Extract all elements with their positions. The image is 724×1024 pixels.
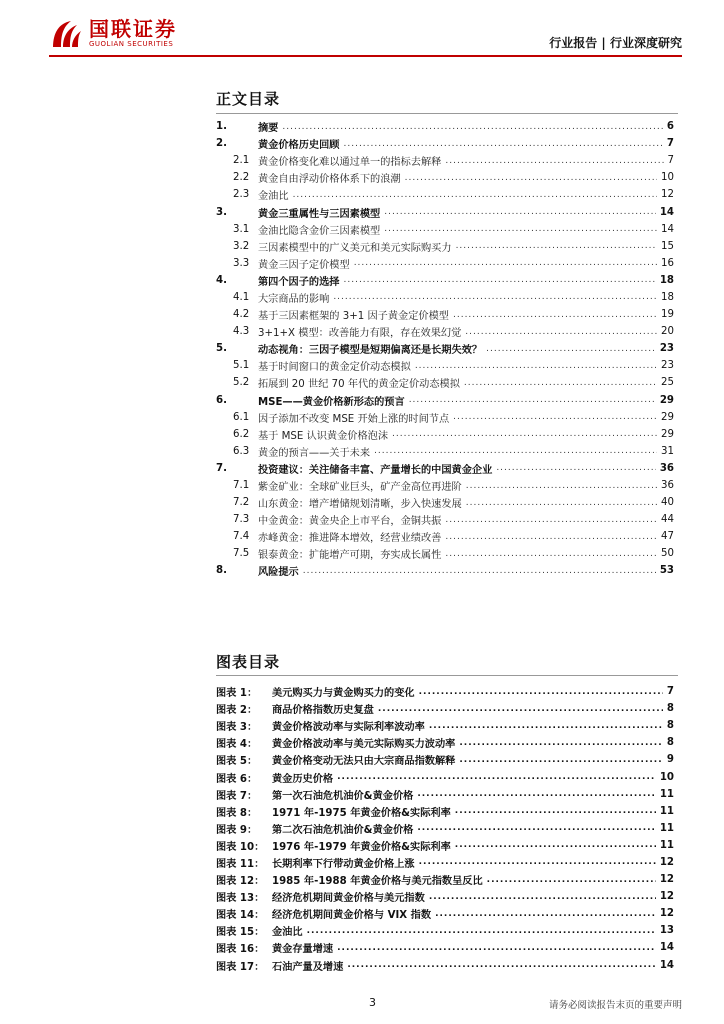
figure-entry-label: 图表 3：	[216, 722, 258, 734]
figure-entry-page: 12	[659, 874, 674, 886]
toc-entry-number: 6.3	[233, 445, 250, 457]
toc-entry-page: 18	[659, 274, 674, 286]
figure-entry-title: 美元购买力与黄金购买力的变化	[272, 688, 415, 700]
toc-entry-page: 20	[661, 326, 674, 338]
dot-leader	[347, 960, 656, 970]
figure-entry-page: 12	[659, 856, 674, 868]
dot-leader	[384, 207, 656, 217]
dot-leader	[405, 173, 657, 183]
toc-entry-title: 基于 MSE 认识黄金价格泡沫	[258, 430, 389, 442]
company-logo	[49, 18, 177, 49]
dot-leader	[459, 755, 663, 765]
toc-entry[interactable]	[216, 238, 674, 255]
toc-entry[interactable]	[216, 255, 674, 272]
toc-entry-number: 7.1	[233, 480, 250, 492]
toc-title-divider	[216, 113, 678, 114]
logo-chinese-name: 国联证券	[89, 17, 177, 41]
figure-entry-label: 图表 13：	[216, 893, 265, 905]
logo-english-name: GUOLIAN SECURITIES	[89, 40, 174, 48]
toc-entry-page: 23	[659, 343, 674, 355]
figure-entry-page: 11	[659, 788, 674, 800]
toc-entry-title: 第四个因子的选择	[258, 276, 340, 288]
toc-entry-page: 36	[659, 462, 674, 474]
toc-entry-number: 1.	[216, 121, 227, 133]
figure-entry[interactable]	[216, 871, 674, 888]
toc-entry-page: 15	[661, 240, 674, 252]
toc-entry-title: 三因素模型中的广义美元和美元实际购买力	[258, 242, 452, 254]
toc-entry[interactable]	[216, 443, 674, 460]
figure-entry[interactable]	[216, 683, 674, 700]
figure-entry[interactable]	[216, 939, 674, 956]
figure-entry[interactable]	[216, 803, 674, 820]
figure-entry-label: 图表 6：	[216, 773, 258, 785]
toc-entry-page: 47	[661, 531, 674, 543]
toc-entry-title: 紫金矿业：全球矿业巨头，矿产金高位再进阶	[258, 482, 462, 494]
dot-leader	[384, 224, 657, 234]
figure-entry-page: 8	[666, 737, 674, 749]
toc-entry-number: 7.3	[233, 514, 250, 526]
toc-entry-title: 黄金三因子定价模型	[258, 259, 350, 271]
toc-entry[interactable]	[216, 357, 674, 374]
toc-entry-number: 3.	[216, 206, 227, 218]
dot-leader	[445, 515, 657, 525]
toc-entry-number: 6.1	[233, 411, 250, 423]
dot-leader	[307, 926, 656, 936]
toc-title: 正文目录	[216, 90, 281, 108]
toc-entry[interactable]	[216, 545, 674, 562]
figure-entry-title: 1971 年-1975 年黄金价格&实际利率	[272, 807, 451, 819]
figure-entry-label: 图表 16：	[216, 944, 265, 956]
dot-leader	[409, 395, 656, 405]
dot-leader	[445, 156, 663, 166]
toc-entry-title: 3+1+X 模型：改善能力有限，存在效果幻觉	[258, 328, 462, 340]
dot-leader	[435, 909, 656, 919]
header-divider	[49, 55, 682, 57]
figure-entry[interactable]	[216, 751, 674, 768]
figure-entry-title: 经济危机期间黄金价格与美元指数	[272, 893, 425, 905]
figure-entry-page: 12	[659, 891, 674, 903]
toc-entry-title: 因子添加不改变 MSE 开始上涨的时间节点	[258, 413, 450, 425]
dot-leader	[378, 704, 663, 714]
toc-entry[interactable]	[216, 186, 674, 203]
toc-entry-number: 5.	[216, 343, 227, 355]
toc-entry-title: 投资建议：关注储备丰富、产量增长的中国黄金企业	[258, 464, 493, 476]
figure-entry-title: 1985 年-1988 年黄金价格与美元指数呈反比	[272, 876, 483, 888]
dot-leader	[303, 566, 656, 576]
figure-entry-title: 黄金价格波动率与实际利率波动率	[272, 722, 425, 734]
toc-entry-page: 50	[661, 548, 674, 560]
dot-leader	[459, 738, 663, 748]
dot-leader	[419, 687, 663, 697]
dot-leader	[445, 532, 657, 542]
toc-entry-number: 8.	[216, 565, 227, 577]
toc-entry-page: 19	[661, 309, 674, 321]
toc-entry[interactable]	[216, 135, 674, 152]
figure-entry-title: 金油比	[272, 927, 303, 939]
toc-entry-page: 14	[659, 206, 674, 218]
toc-entry-number: 3.2	[233, 240, 250, 252]
dot-leader	[455, 840, 656, 850]
figure-entry-title: 1976 年-1979 年黄金价格&实际利率	[272, 841, 451, 853]
figure-entry[interactable]	[216, 717, 674, 734]
dot-leader	[417, 823, 655, 833]
dot-leader	[464, 378, 657, 388]
figure-entry-title: 黄金存量增速	[272, 944, 334, 956]
dot-leader	[344, 139, 663, 149]
toc-entry-page: 29	[661, 411, 674, 423]
toc-entry-page: 7	[666, 138, 674, 150]
toc-entry-page: 36	[661, 480, 674, 492]
toc-entry-page: 29	[659, 394, 674, 406]
toc-entry[interactable]	[216, 340, 674, 357]
toc-entry-title: 拓展到 20 世纪 70 年代的黄金定价动态模拟	[258, 379, 460, 391]
toc-entry-number: 4.1	[233, 291, 250, 303]
page-number: 3	[369, 996, 376, 1009]
figure-entry-page: 10	[659, 771, 674, 783]
figure-entry-label: 图表 7：	[216, 790, 258, 802]
dot-leader	[453, 412, 657, 422]
toc-entry-title: MSE——黄金价格新形态的预言	[258, 396, 405, 408]
toc-entry-title: 摘要	[258, 123, 279, 135]
figure-entry-title: 第二次石油危机油价&黄金价格	[272, 824, 414, 836]
toc-entry[interactable]	[216, 289, 674, 306]
toc-entry[interactable]	[216, 460, 674, 477]
dot-leader	[487, 875, 656, 885]
toc-entry[interactable]	[216, 169, 674, 186]
figure-entry-label: 图表 4：	[216, 739, 258, 751]
figure-entry-label: 图表 1：	[216, 688, 258, 700]
figure-entry-title: 黄金价格变动无法只由大宗商品指数解释	[272, 756, 456, 768]
dot-leader	[337, 943, 656, 953]
figure-entry-label: 图表 14：	[216, 910, 265, 922]
toc-entry-page: 14	[661, 223, 674, 235]
dot-leader	[496, 463, 656, 473]
figure-entry-label: 图表 11：	[216, 858, 265, 870]
dot-leader	[465, 327, 657, 337]
toc-entry-page: 31	[661, 445, 674, 457]
figure-entry-page: 8	[666, 703, 674, 715]
figure-entry-label: 图表 5：	[216, 756, 258, 768]
toc-entry-title: 金油比隐含金价三因素模型	[258, 225, 381, 237]
toc-entry[interactable]	[216, 118, 674, 135]
figure-entry[interactable]	[216, 700, 674, 717]
toc-entry-title: 动态视角：三因子模型是短期偏离还是长期失效？	[258, 345, 483, 357]
toc-entry-page: 23	[661, 360, 674, 372]
toc-entry-number: 6.2	[233, 428, 250, 440]
figure-entry-page: 9	[666, 754, 674, 766]
dot-leader	[392, 429, 657, 439]
toc-entry[interactable]	[216, 511, 674, 528]
toc-entry-number: 3.1	[233, 223, 250, 235]
figure-entry-title: 第一次石油危机油价&黄金价格	[272, 790, 414, 802]
figure-entry[interactable]	[216, 820, 674, 837]
figure-entry-page: 7	[666, 686, 674, 698]
dot-leader	[333, 292, 657, 302]
dot-leader	[374, 446, 657, 456]
toc-entry-title: 黄金自由浮动价格体系下的浪潮	[258, 174, 401, 186]
toc-entry-title: 黄金价格历史回顾	[258, 140, 340, 152]
toc-entry-title: 基于三因素框架的 3+1 因子黄金定价模型	[258, 311, 449, 323]
figure-entry-label: 图表 12：	[216, 876, 265, 888]
report-type-label: 行业报告 | 行业深度研究	[549, 36, 682, 50]
toc-entry-title: 黄金三重属性与三因素模型	[258, 208, 381, 220]
dot-leader	[293, 190, 657, 200]
guolian-logo-icon	[49, 19, 83, 49]
toc-entry-number: 3.3	[233, 257, 250, 269]
toc-entry-title: 金油比	[258, 191, 289, 203]
dot-leader	[282, 122, 663, 132]
toc-entry-title: 黄金价格变化难以通过单一的指标去解释	[258, 157, 442, 169]
toc-entry-number: 7.	[216, 462, 227, 474]
figure-entry-label: 图表 15：	[216, 927, 265, 939]
toc-entry-title: 大宗商品的影响	[258, 293, 330, 305]
toc-entry-number: 6.	[216, 394, 227, 406]
toc-list	[216, 118, 674, 580]
figure-entry-page: 12	[659, 908, 674, 920]
figure-entry-label: 图表 9：	[216, 824, 258, 836]
figure-list	[216, 683, 674, 974]
toc-entry[interactable]	[216, 494, 674, 511]
figure-entry[interactable]	[216, 888, 674, 905]
dot-leader	[429, 721, 663, 731]
toc-entry-number: 4.2	[233, 309, 250, 321]
dot-leader	[466, 498, 657, 508]
figure-entry-page: 11	[659, 805, 674, 817]
toc-entry[interactable]	[216, 562, 674, 579]
toc-entry-title: 赤峰黄金：推进降本增效，经营业绩改善	[258, 533, 442, 545]
toc-entry-number: 5.2	[233, 377, 250, 389]
toc-entry[interactable]	[216, 392, 674, 409]
dot-leader	[415, 361, 657, 371]
toc-entry-number: 4.	[216, 274, 227, 286]
toc-entry[interactable]	[216, 409, 674, 426]
toc-entry-page: 12	[661, 189, 674, 201]
figure-entry-title: 黄金价格波动率与美元实际购买力波动率	[272, 739, 456, 751]
toc-entry-page: 10	[661, 172, 674, 184]
toc-entry-number: 7.5	[233, 548, 250, 560]
figure-entry-page: 11	[659, 822, 674, 834]
figure-entry[interactable]	[216, 734, 674, 751]
figure-entry-page: 14	[659, 942, 674, 954]
toc-entry[interactable]	[216, 306, 674, 323]
toc-entry[interactable]	[216, 426, 674, 443]
toc-entry-page: 7	[667, 155, 674, 167]
figure-entry-title: 经济危机期间黄金价格与 VIX 指数	[272, 910, 432, 922]
figure-entry-page: 13	[659, 925, 674, 937]
dot-leader	[445, 549, 657, 559]
toc-entry-number: 2.	[216, 138, 227, 150]
toc-entry-page: 53	[659, 565, 674, 577]
figure-entry[interactable]	[216, 922, 674, 939]
toc-entry[interactable]	[216, 528, 674, 545]
toc-entry-page: 18	[661, 291, 674, 303]
dot-leader	[466, 481, 657, 491]
dot-leader	[486, 344, 656, 354]
dot-leader	[354, 258, 657, 268]
figure-entry[interactable]	[216, 768, 674, 785]
toc-entry-number: 4.3	[233, 326, 250, 338]
toc-entry-number: 2.1	[233, 155, 250, 167]
dot-leader	[453, 310, 657, 320]
figure-entry-label: 图表 17：	[216, 961, 265, 973]
toc-entry-page: 44	[661, 514, 674, 526]
figure-entry-label: 图表 2：	[216, 705, 258, 717]
toc-entry-title: 中金黄金：黄金央企上市平台，金铜共振	[258, 516, 442, 528]
figure-entry-page: 14	[659, 959, 674, 971]
toc-entry[interactable]	[216, 477, 674, 494]
toc-entry-page: 25	[661, 377, 674, 389]
toc-entry[interactable]	[216, 221, 674, 238]
dot-leader	[419, 857, 656, 867]
toc-entry-number: 2.2	[233, 172, 250, 184]
toc-entry-number: 5.1	[233, 360, 250, 372]
dot-leader	[417, 789, 655, 799]
toc-entry[interactable]	[216, 152, 674, 169]
toc-entry[interactable]	[216, 374, 674, 391]
toc-entry[interactable]	[216, 323, 674, 340]
figure-list-divider	[216, 675, 678, 676]
toc-entry-title: 风险提示	[258, 567, 299, 579]
figure-entry-title: 长期利率下行带动黄金价格上涨	[272, 858, 415, 870]
toc-entry-title: 黄金的预言——关于未来	[258, 447, 371, 459]
dot-leader	[344, 275, 656, 285]
figure-entry[interactable]	[216, 854, 674, 871]
figure-list-title: 图表目录	[216, 653, 281, 671]
footer-disclaimer: 请务必阅读报告末页的重要声明	[548, 1000, 682, 1011]
toc-entry-title: 银泰黄金：扩能增产可期，夯实成长属性	[258, 550, 442, 562]
toc-entry-number: 2.3	[233, 189, 250, 201]
figure-entry-page: 11	[659, 839, 674, 851]
figure-entry[interactable]	[216, 905, 674, 922]
toc-entry[interactable]	[216, 203, 674, 220]
figure-entry-title: 商品价格指数历史复盘	[272, 705, 374, 717]
toc-entry-page: 6	[666, 121, 674, 133]
figure-entry-page: 8	[666, 720, 674, 732]
figure-entry-title: 黄金历史价格	[272, 773, 334, 785]
toc-entry[interactable]	[216, 272, 674, 289]
figure-entry-label: 图表 8：	[216, 807, 258, 819]
figure-entry[interactable]	[216, 957, 674, 974]
toc-entry-page: 16	[661, 257, 674, 269]
toc-entry-number: 7.4	[233, 531, 250, 543]
toc-entry-title: 山东黄金：增产增储规划清晰，步入快速发展	[258, 499, 462, 511]
figure-entry-label: 图表 10：	[216, 841, 265, 853]
figure-entry[interactable]	[216, 786, 674, 803]
toc-entry-page: 29	[661, 428, 674, 440]
figure-entry[interactable]	[216, 837, 674, 854]
toc-entry-number: 7.2	[233, 497, 250, 509]
dot-leader	[455, 806, 656, 816]
dot-leader	[337, 772, 656, 782]
figure-entry-title: 石油产量及增速	[272, 961, 344, 973]
toc-entry-title: 基于时间窗口的黄金定价动态模拟	[258, 362, 411, 374]
dot-leader	[456, 241, 657, 251]
dot-leader	[429, 892, 656, 902]
toc-entry-page: 40	[661, 497, 674, 509]
